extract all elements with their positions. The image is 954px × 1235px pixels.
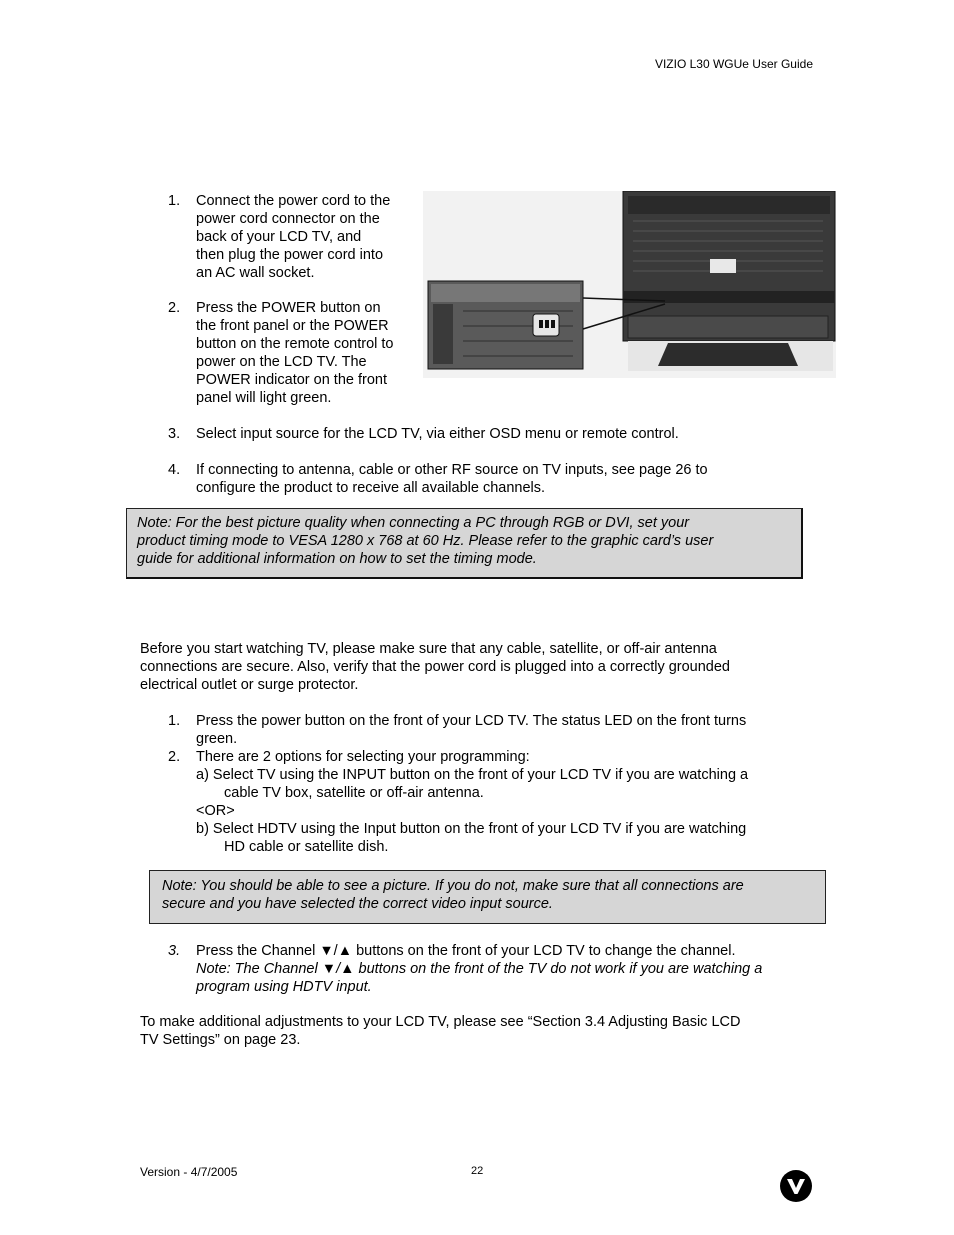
intro-paragraph: Before you start watching TV, please make sure that any cable, satellite, or off-air antenna connections are secure. Also, verify that the power cord is plugged into a correctly grounded electrical outlet or surge protector. [140,641,730,693]
closing-paragraph: To make additional adjustments to your LCD TV, please see “Section 3.4 Adjusting Basic LCD TV Settings” on page 23. [140,1014,741,1048]
note-box-timing: Note: For the best picture quality when connecting a PC through RGB or DVI, set your product timing mode to VESA 1280 x 768 at 60 Hz. Please refer to the graphic card’s user guide for additional information on how to set the timing mode. [126,508,803,579]
option-b: b) Select HDTV using the Input button on the front of your LCD TV if you are watching HD cable or satellite dish. [196,821,747,855]
header-title: VIZIO L30 WGUe User Guide [654,57,813,71]
vizio-logo-icon [780,1170,812,1202]
or-separator: <OR> [196,803,235,819]
tv-rear-power-connector-photo [423,191,836,378]
option-a: a) Select TV using the INPUT button on the front of your LCD TV if you are watching a cable TV box, satellite or off-air antenna. [196,767,749,801]
page-number: 22 [471,1165,484,1177]
footer-version: Version - 4/7/2005 [140,1165,238,1179]
note-box-picture: Note: You should be able to see a picture. If you do not, make sure that all connections are secure and you have selected the correct video input source. [149,870,826,924]
